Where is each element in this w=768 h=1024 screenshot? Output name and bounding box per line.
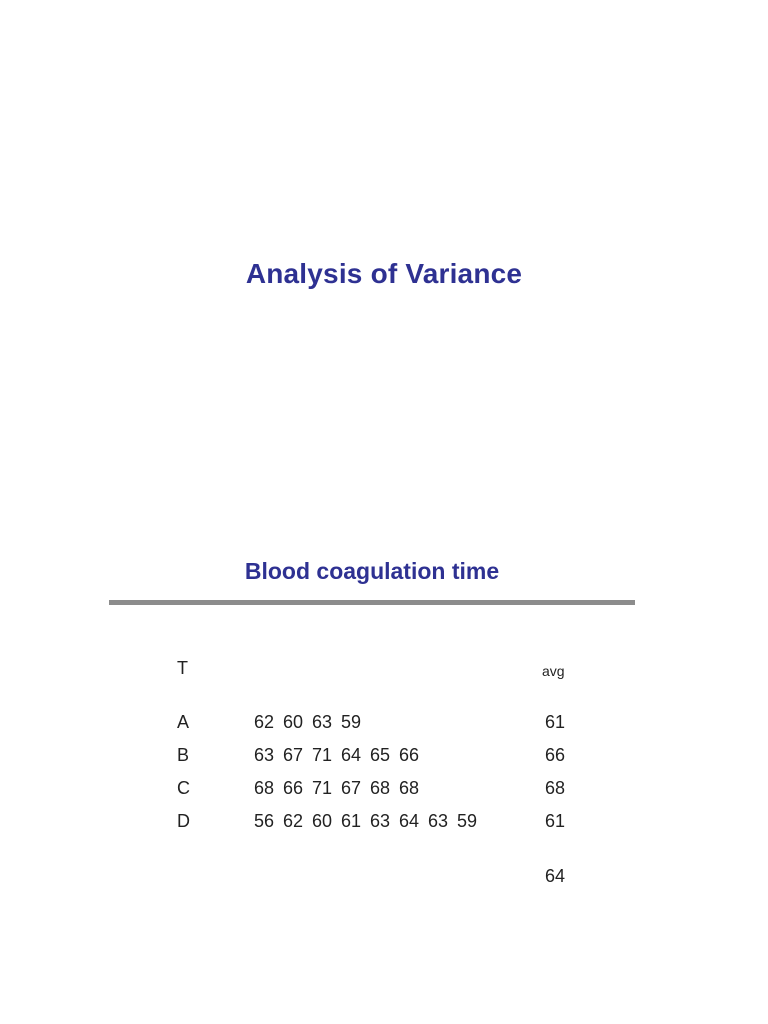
observation-value: 64 bbox=[399, 811, 420, 831]
observation-value: 62 bbox=[254, 712, 275, 732]
row-values bbox=[254, 711, 370, 733]
row-label: D bbox=[177, 811, 190, 831]
observation-value: 63 bbox=[428, 811, 449, 831]
row-label: C bbox=[177, 778, 190, 798]
observation-value: 59 bbox=[341, 712, 362, 732]
avg-header: avg bbox=[542, 663, 565, 679]
section-title: Blood coagulation time bbox=[244, 558, 500, 584]
observation-value: 61 bbox=[341, 811, 362, 831]
page-title: Analysis of Variance bbox=[245, 258, 523, 289]
row-label: A bbox=[177, 712, 190, 732]
row-avg: 68 bbox=[545, 778, 566, 798]
observation-value: 68 bbox=[254, 778, 275, 798]
observation-value: 60 bbox=[283, 712, 304, 732]
grand-average: 64 bbox=[545, 866, 566, 886]
row-values bbox=[254, 777, 428, 799]
observation-value: 63 bbox=[370, 811, 391, 831]
observation-value: 71 bbox=[312, 778, 333, 798]
row-avg: 66 bbox=[545, 745, 566, 765]
row-label: B bbox=[177, 745, 190, 765]
observation-value: 56 bbox=[254, 811, 275, 831]
treatment-header: T bbox=[177, 658, 188, 678]
observation-value: 64 bbox=[341, 745, 362, 765]
row-values bbox=[254, 810, 486, 832]
observation-value: 65 bbox=[370, 745, 391, 765]
observation-value: 63 bbox=[312, 712, 333, 732]
observation-value: 59 bbox=[457, 811, 478, 831]
observation-value: 67 bbox=[283, 745, 304, 765]
observation-value: 62 bbox=[283, 811, 304, 831]
row-avg: 61 bbox=[545, 712, 566, 732]
observation-value: 60 bbox=[312, 811, 333, 831]
observation-value: 63 bbox=[254, 745, 275, 765]
observation-value: 67 bbox=[341, 778, 362, 798]
observation-value: 68 bbox=[399, 778, 420, 798]
observation-value: 71 bbox=[312, 745, 333, 765]
observation-value: 66 bbox=[283, 778, 304, 798]
row-values bbox=[254, 744, 428, 766]
observation-value: 68 bbox=[370, 778, 391, 798]
row-avg: 61 bbox=[545, 811, 566, 831]
observation-value: 66 bbox=[399, 745, 420, 765]
